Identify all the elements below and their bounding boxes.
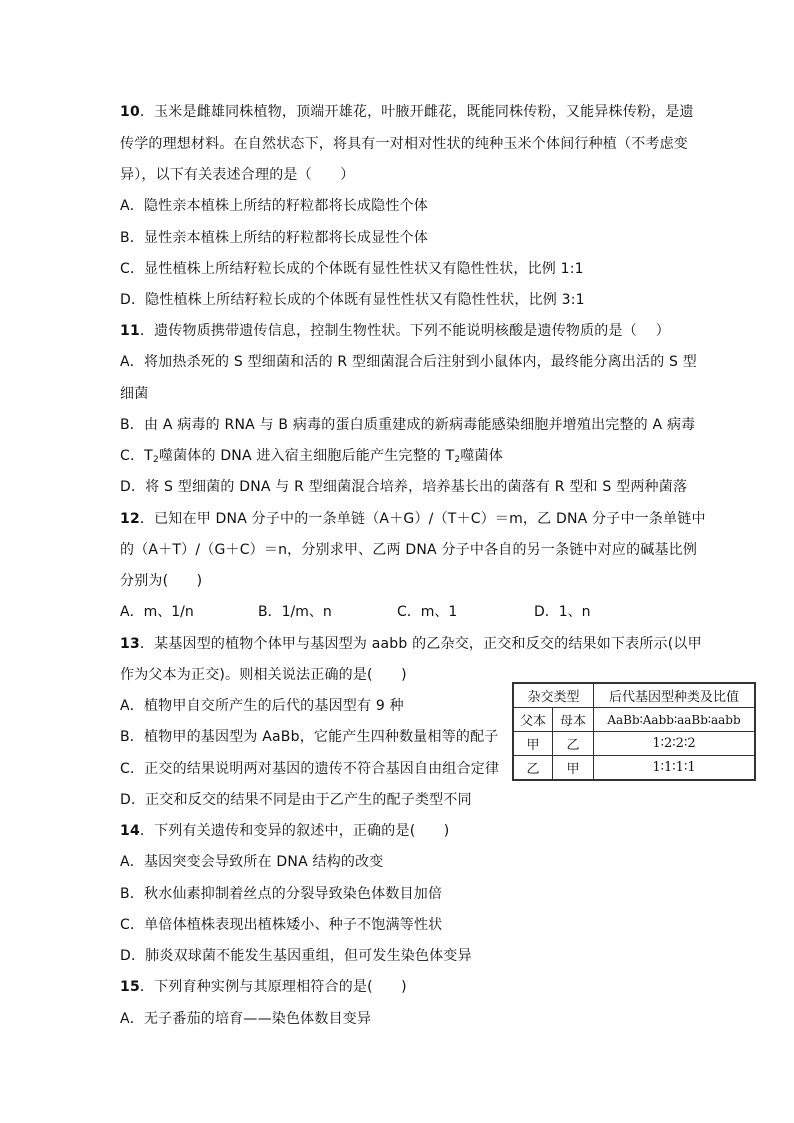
q15-option-a: A．无子番茄的培育——染色体数目变异 <box>120 1011 372 1027</box>
cross-result-table <box>512 682 756 781</box>
table-subheader-genotypes: AaBb∶Aabb∶aaBb∶aabb <box>594 708 756 732</box>
table-subheader-mother: 母本 <box>553 708 594 732</box>
q11-stem <box>120 321 670 341</box>
table-cell-mother: 乙 <box>553 732 594 756</box>
q11-option-d: D．将 S 型细菌的 DNA 与 R 型细菌混合培养，培养基长出的菌落有 R 型和 S 型两种菌落 <box>120 479 688 495</box>
q10-number: 10 <box>120 104 140 120</box>
q13-stem-line-2: 作为父本为正交)。则相关说法正确的是( ) <box>120 667 407 683</box>
table-header-row <box>513 683 755 708</box>
q11-option-c-part-2: 噬菌体的 DNA 进入宿主细胞后能产生完整的 T <box>158 448 455 464</box>
q10-stem-line-1 <box>120 102 694 122</box>
q15-stem <box>120 977 407 997</box>
q11-option-c <box>120 446 503 470</box>
q13-option-b: B．植物甲的基因型为 AaBb，它能产生四种数量相等的配子 <box>120 729 499 745</box>
q12-options-row <box>120 602 680 622</box>
q12-option-c: C．m、1 <box>397 604 458 620</box>
q13-option-c: C．正交的结果说明两对基因的遗传不符合基因自由组合定律 <box>120 761 500 777</box>
table-cell-mother: 甲 <box>553 756 594 781</box>
q10-option-b: B．显性亲本植株上所结的籽粒都将长成显性个体 <box>120 230 429 246</box>
q13-option-d: D．正交和反交的结果不同是由于乙产生的配子类型不同 <box>120 792 472 808</box>
table-cell-father: 甲 <box>513 732 553 756</box>
q12-number: 12 <box>120 511 140 527</box>
table-cell-ratio: 1∶2∶2∶2 <box>594 732 756 756</box>
table-subheader-father: 父本 <box>513 708 553 732</box>
q13-stem-line-1 <box>120 634 702 654</box>
table-header-offspring: 后代基因型种类及比值 <box>594 683 756 708</box>
q10-stem-line-2: 传学的理想材料。在自然状态下，将具有一对相对性状的纯种玉米个体间行种植（不考虑变 <box>120 136 688 152</box>
q11-option-a-line-1: A．将加热杀死的 S 型细菌和活的 R 型细菌混合后注射到小鼠体内，最终能分离出活的 S 型 <box>120 354 697 370</box>
table-cell-father: 乙 <box>513 756 553 781</box>
q14-number: 14 <box>120 823 140 839</box>
q13-text-1: ．某基因型的植物个体甲与基因型为 aabb 的乙杂交，正交和反交的结果如下表所示(以甲 <box>139 636 702 652</box>
q12-stem-line-1 <box>120 509 706 529</box>
table-row <box>513 732 755 756</box>
q12-option-b: B．1/m、n <box>258 604 332 620</box>
q10-option-d: D．隐性植株上所结籽粒长成的个体既有显性性状又有隐性性状，比例 3:1 <box>120 292 585 308</box>
q11-option-c-sub-2: 2 <box>454 455 461 465</box>
q13-number: 13 <box>120 636 140 652</box>
q12-option-d: D．1、n <box>534 604 591 620</box>
q10-stem-line-3: 异），以下有关表述合理的是（ ） <box>120 167 355 183</box>
q10-option-c: C．显性植株上所结籽粒长成的个体既有显性性状又有隐性性状，比例 1:1 <box>120 261 584 277</box>
q11-option-c-part-3: 噬菌体 <box>460 448 503 464</box>
table-row <box>513 756 755 781</box>
q14-stem <box>120 821 449 841</box>
q11-option-b: B．由 A 病毒的 RNA 与 B 病毒的蛋白质重建成的新病毒能感染细胞并增殖出完整的 A 病毒 <box>120 417 696 433</box>
q14-option-b: B．秋水仙素抑制着丝点的分裂导致染色体数目加倍 <box>120 886 443 902</box>
q14-option-a: A．基因突变会导致所在 DNA 结构的改变 <box>120 854 384 870</box>
q15-text: ．下列育种实例与其原理相符合的是( ) <box>139 979 407 995</box>
q13-option-a: A．植物甲自交所产生的后代的基因型有 9 种 <box>120 698 404 714</box>
q14-option-d: D．肺炎双球菌不能发生基因重组，但可发生染色体变异 <box>120 948 472 964</box>
table-cell-ratio: 1∶1∶1∶1 <box>594 756 756 781</box>
q12-stem-line-3: 分别为( ) <box>120 573 203 589</box>
q12-option-a: A．m、1/n <box>120 604 194 620</box>
q15-number: 15 <box>120 979 140 995</box>
q11-option-c-sub-1: 2 <box>152 455 159 465</box>
q10-text-1: ．玉米是雌雄同株植物，顶端开雄花，叶腋开雌花，既能同株传粉，又能异株传粉，是遗 <box>139 104 694 120</box>
q14-text: ．下列有关遗传和变异的叙述中，正确的是( ) <box>139 823 450 839</box>
table-header-cross-type: 杂交类型 <box>513 683 594 708</box>
q11-number: 11 <box>120 323 140 339</box>
q11-option-c-part-1: C．T <box>120 448 153 464</box>
q14-option-c: C．单倍体植株表现出植株矮小、种子不饱满等性状 <box>120 917 443 933</box>
q12-stem-line-2: 的（A＋T）/（G＋C）＝n，分别求甲、乙两 DNA 分子中各自的另一条链中对应的碱基比例 <box>120 542 698 558</box>
table-subheader-row <box>513 708 755 732</box>
q10-option-a: A．隐性亲本植株上所结的籽粒都将长成隐性个体 <box>120 198 428 214</box>
q12-text-1: ．已知在甲 DNA 分子中的一条单链（A＋G）/（T＋C）＝m，乙 DNA 分子中一条单链中 <box>139 511 706 527</box>
q11-option-a-line-2: 细菌 <box>120 386 149 402</box>
q11-text: ．遗传物质携带遗传信息，控制生物性状。下列不能说明核酸是遗传物质的是（ ） <box>139 323 670 339</box>
